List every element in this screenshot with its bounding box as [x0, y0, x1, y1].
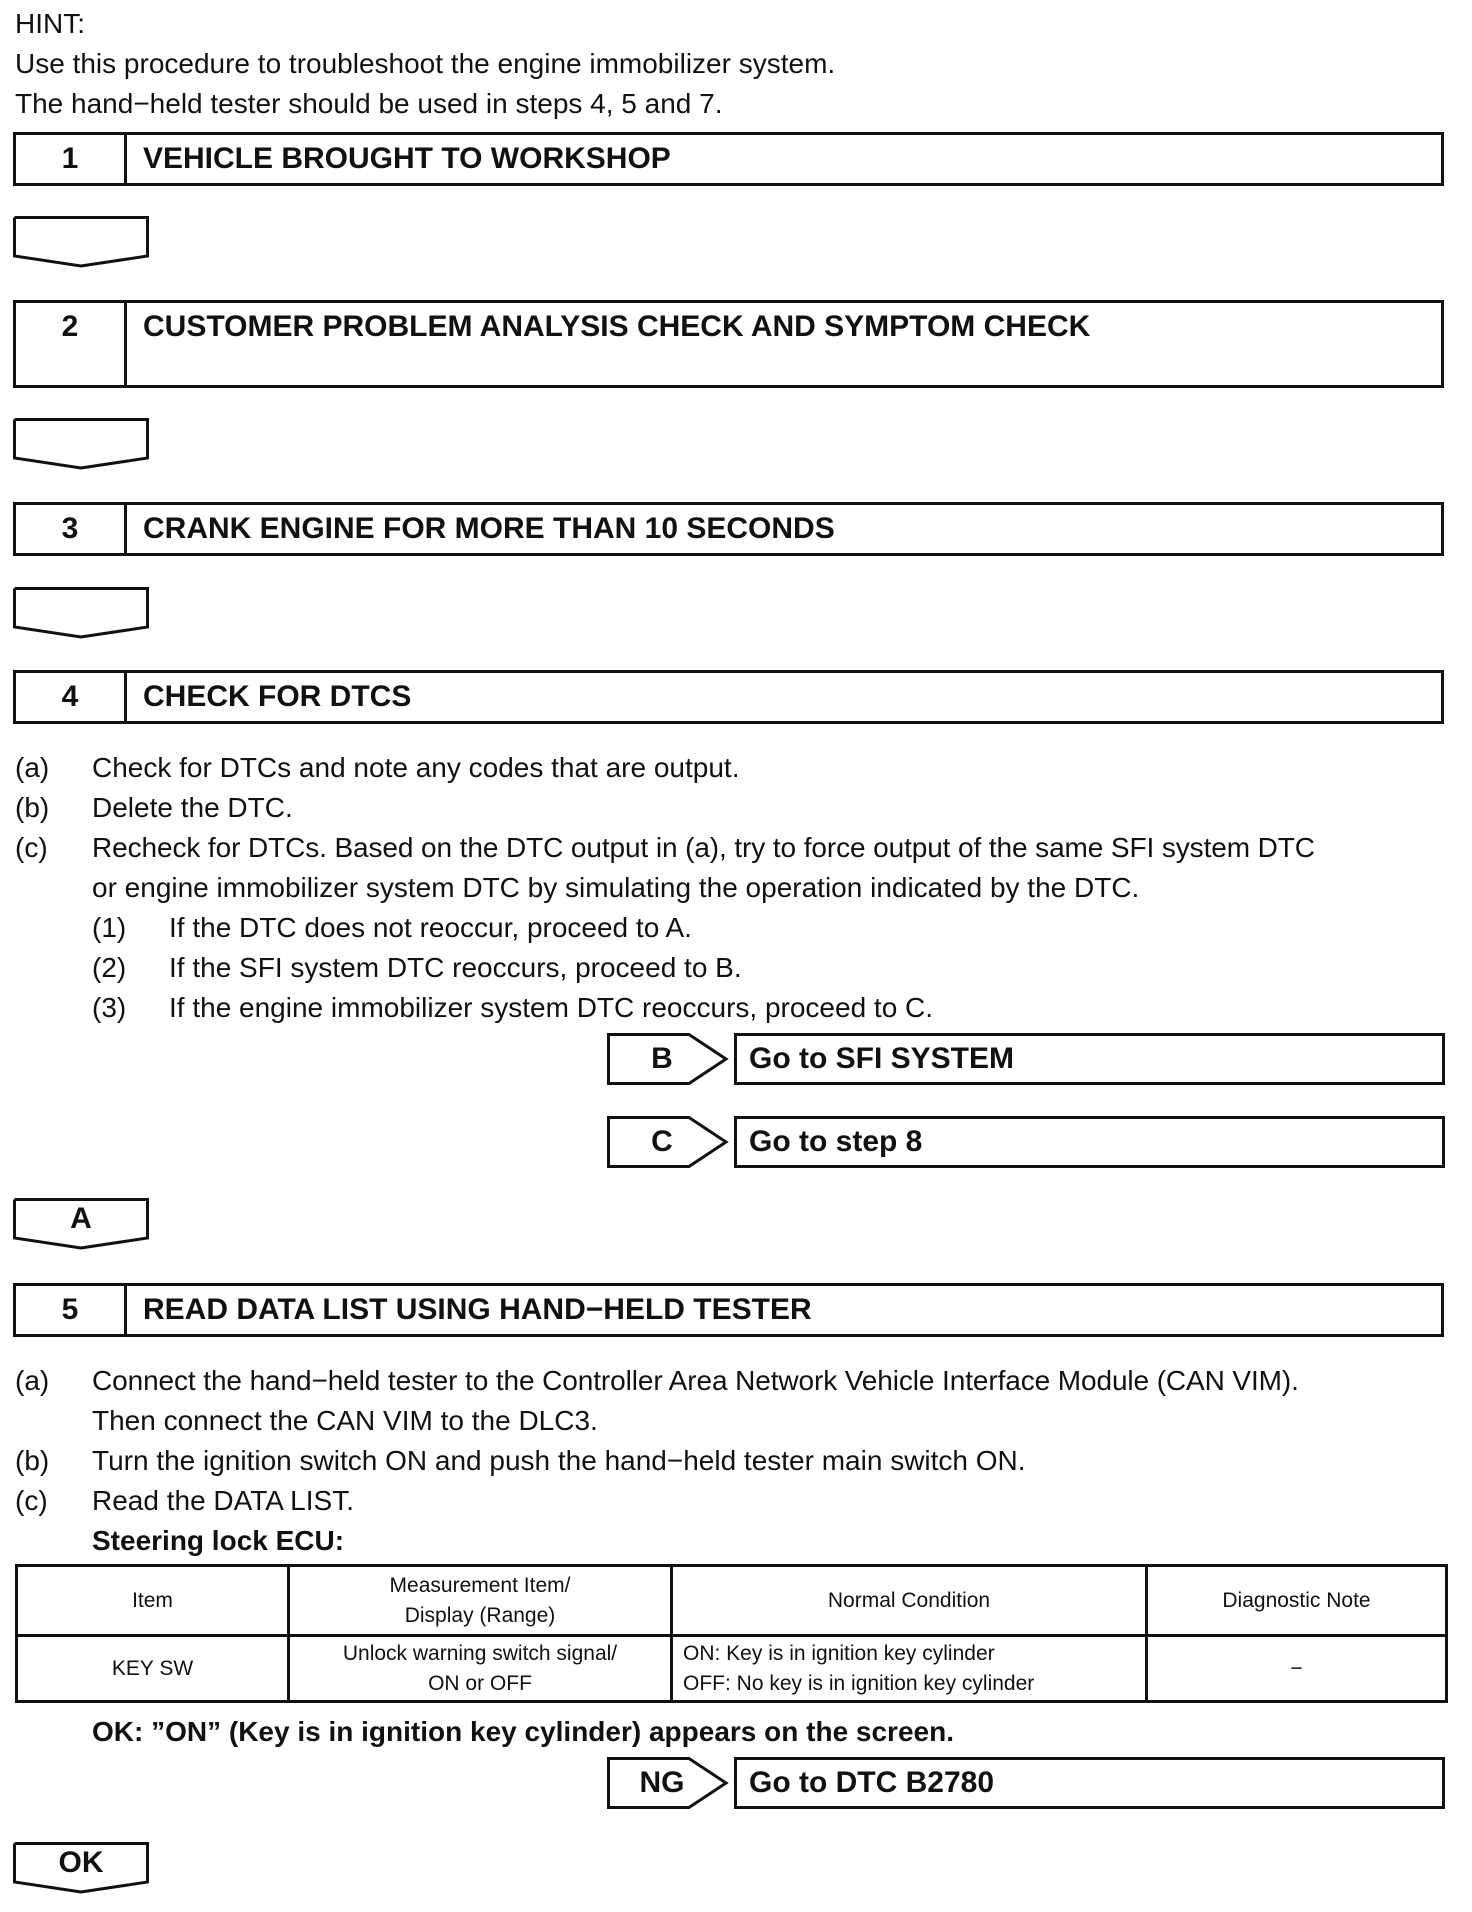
step4-item-c-cont: or engine immobilizer system DTC by simulating the operation indicated by the DTC.: [92, 872, 1140, 903]
table-row: [17, 1636, 1447, 1702]
step-2-box: [13, 300, 1444, 388]
header-cell: Diagnostic Note: [1147, 1566, 1447, 1636]
list-text: Connect the hand−held tester to the Controller Area Network Vehicle Interface Module (CAN VIM).: [92, 1365, 1299, 1396]
flow-arrow-1: [13, 216, 149, 276]
header-cell: Normal Condition: [672, 1566, 1147, 1636]
cell-item: KEY SW: [17, 1636, 289, 1702]
down-arrow-icon: [13, 587, 149, 647]
cell-normal: [672, 1636, 1147, 1702]
flow-arrow-a: [13, 1198, 149, 1258]
step-number: 4: [16, 673, 127, 721]
list-text: Read the DATA LIST.: [92, 1485, 354, 1516]
step-number: 1: [16, 135, 127, 183]
list-text: Turn the ignition switch ON and push the hand−held tester main switch ON.: [92, 1445, 1026, 1476]
header-cell: Item: [17, 1566, 289, 1636]
hint-line-2: The hand−held tester should be used in steps 4, 5 and 7.: [15, 88, 723, 119]
data-list-table: [15, 1564, 1448, 1703]
step5-item-a-cont: Then connect the CAN VIM to the DLC3.: [92, 1405, 598, 1436]
step-4-box: [13, 670, 1444, 724]
cell-line: ON or OFF: [428, 1671, 532, 1695]
cell-line: OFF: No key is in ignition key cylinder: [683, 1671, 1035, 1695]
table-caption: Steering lock ECU:: [92, 1525, 345, 1556]
branch-target: Go to SFI SYSTEM: [734, 1033, 1445, 1085]
down-arrow-icon: [13, 418, 149, 478]
step-title: READ DATA LIST USING HAND−HELD TESTER: [143, 1293, 812, 1326]
list-marker: (c): [15, 832, 48, 863]
step-3-box: [13, 502, 1444, 556]
list-text: Recheck for DTCs. Based on the DTC output in (a), try to force output of the same SFI system DTC: [92, 832, 1315, 863]
step-number: 2: [16, 303, 127, 385]
list-text: Check for DTCs and note any codes that are output.: [92, 752, 740, 783]
cell-measure: [289, 1636, 672, 1702]
branch-code: B: [651, 1042, 673, 1075]
flow-arrow-3: [13, 587, 149, 647]
branch-target: Go to step 8: [734, 1116, 1445, 1168]
step-number: 3: [16, 505, 127, 553]
down-arrow-icon: [13, 216, 149, 276]
branch-c: [607, 1116, 1445, 1168]
flow-arrow-2: [13, 418, 149, 478]
list-marker: (1): [92, 912, 127, 943]
ok-criteria: OK: ”ON” (Key is in ignition key cylinder) appears on the screen.: [92, 1716, 954, 1747]
flow-arrow-ok: [13, 1842, 149, 1902]
branch-code: C: [651, 1125, 673, 1158]
result-label: OK: [58, 1846, 104, 1879]
list-marker: (b): [15, 1445, 50, 1476]
table-header-row: [17, 1566, 1447, 1636]
step-5-box: [13, 1283, 1444, 1337]
header-cell: [289, 1566, 672, 1636]
step-title: VEHICLE BROUGHT TO WORKSHOP: [143, 142, 671, 175]
list-marker: (b): [15, 792, 50, 823]
step-1-box: [13, 132, 1444, 186]
list-text: If the DTC does not reoccur, proceed to A.: [169, 912, 692, 943]
cell-note: −: [1147, 1636, 1447, 1702]
step-title: CRANK ENGINE FOR MORE THAN 10 SECONDS: [143, 512, 835, 545]
cell-line: ON: Key is in ignition key cylinder: [683, 1641, 995, 1665]
result-label: A: [70, 1202, 92, 1235]
list-marker: (a): [15, 752, 50, 783]
step-number: 5: [16, 1286, 127, 1334]
list-marker: (2): [92, 952, 127, 983]
branch-b: [607, 1033, 1445, 1085]
header-line: Display (Range): [404, 1603, 556, 1627]
branch-target: Go to DTC B2780: [734, 1757, 1445, 1809]
list-text: Delete the DTC.: [92, 792, 293, 823]
cell-line: Unlock warning switch signal/: [342, 1641, 618, 1665]
list-marker: (3): [92, 992, 127, 1023]
list-marker: (c): [15, 1485, 48, 1516]
hint-heading: HINT:: [15, 8, 85, 39]
list-marker: (a): [15, 1365, 50, 1396]
list-text: If the SFI system DTC reoccurs, proceed to B.: [169, 952, 742, 983]
header-line: Measurement Item/: [389, 1573, 571, 1597]
branch-code: NG: [639, 1766, 685, 1799]
list-text: If the engine immobilizer system DTC reoccurs, proceed to C.: [169, 992, 934, 1023]
step-title: CUSTOMER PROBLEM ANALYSIS CHECK AND SYMPTOM CHECK: [143, 310, 1091, 343]
branch-ng: [607, 1757, 1445, 1809]
hint-line-1: Use this procedure to troubleshoot the engine immobilizer system.: [15, 48, 836, 79]
step-title: CHECK FOR DTCS: [143, 680, 412, 713]
